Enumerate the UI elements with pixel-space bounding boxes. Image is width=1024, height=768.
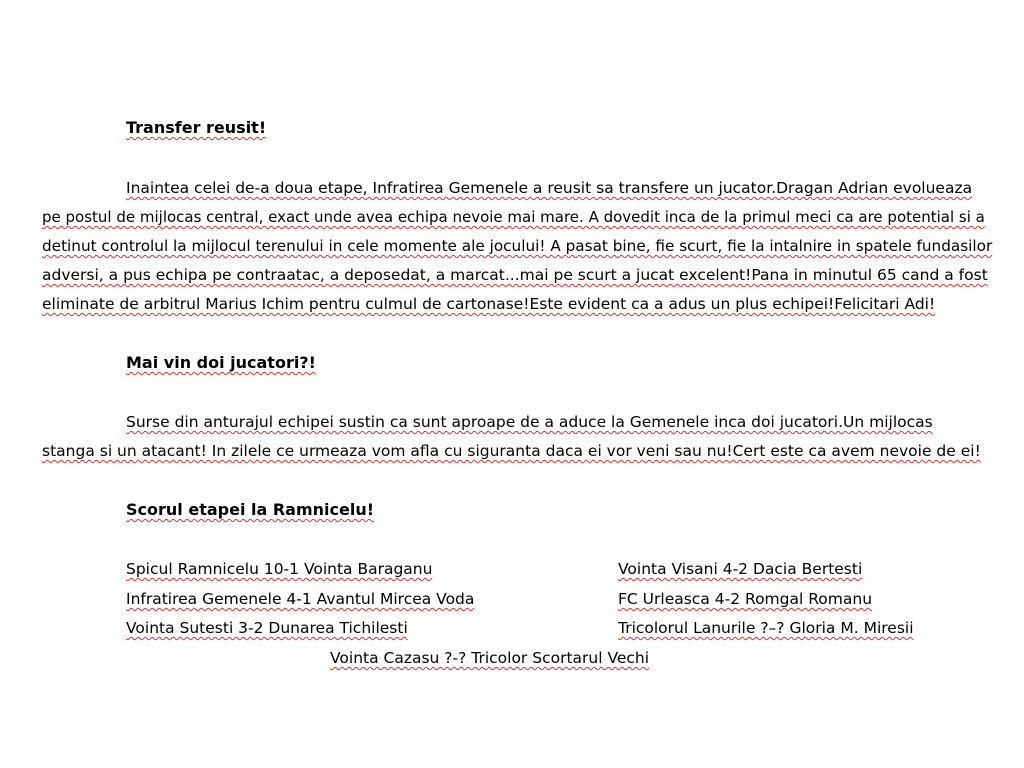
paragraph-line: pe postul de mijlocas central, exact unde avea echipa nevoie mai mare. A dovedit inca de la primul meci ca are potential si a [42,208,985,226]
result-line: Vointa Sutesti 3-2 Dunarea Tichilesti [126,619,408,637]
article-title-transfer: Transfer reusit! [126,118,267,137]
paragraph-line: adversi, a pus echipa pe contraatac, a deposedat, a marcat...mai pe scurt a jucat excelent!Pana in minutul 65 cand a fost [42,266,988,284]
result-line: Spicul Ramnicelu 10-1 Vointa Baraganu [126,560,433,578]
result-line: Vointa Visani 4-2 Dacia Bertesti [618,560,863,578]
paragraph-line: Surse din anturajul echipei sustin ca sunt aproape de a aduce la Gemenele inca doi jucatori.Un mijlocas [126,413,933,431]
result-line: Tricolorul Lanurile ?–? Gloria M. Miresii [618,619,914,637]
paragraph-line: stanga si un atacant! In zilele ce urmeaza vom afla cu siguranta daca ei vor veni sau nu!Cert este ca avem nevoie de ei! [42,442,981,460]
result-line: FC Urleasca 4-2 Romgal Romanu [618,590,873,608]
article-title-scorul: Scorul etapei la Ramnicelu! [126,500,375,519]
paragraph-line: detinut controlul la mijlocul terenului in cele momente ale jocului! A pasat bine, fie scurt, fie la intalnire in spatele fundasilor [42,237,993,255]
result-line: Infratirea Gemenele 4-1 Avantul Mircea Voda [126,590,475,608]
paragraph-line: eliminate de arbitrul Marius Ichim pentru culmul de cartonase!Este evident ca a adus un plus echipei!Felicitari Adi! [42,295,936,313]
article-title-jucatori: Mai vin doi jucatori?! [126,353,316,372]
paragraph-line: Inaintea celei de-a doua etape, Infratirea Gemenele a reusit sa transfere un jucator.Dragan Adrian evolueaza [126,179,973,197]
result-line-center: Vointa Cazasu ?-? Tricolor Scortarul Vechi [330,649,650,667]
